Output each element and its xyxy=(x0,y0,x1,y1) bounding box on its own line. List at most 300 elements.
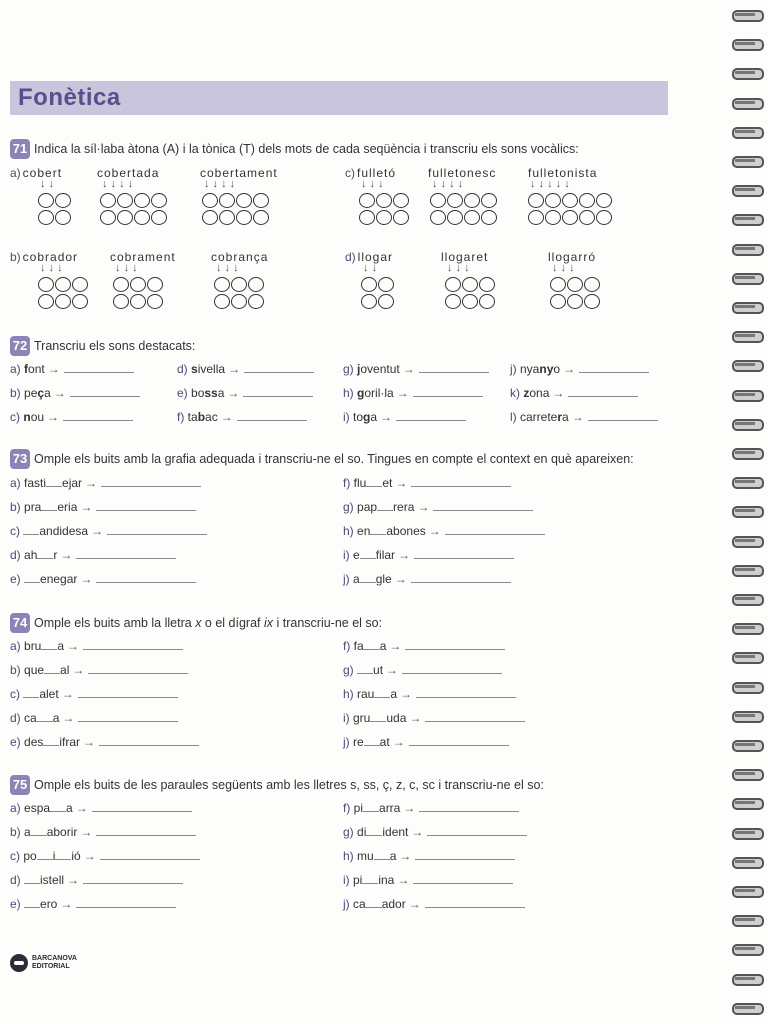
answer-circle[interactable] xyxy=(376,210,392,225)
answer-circle[interactable] xyxy=(376,193,392,208)
arrow-icon: → xyxy=(389,639,402,653)
blank-field[interactable] xyxy=(24,581,40,583)
answer-line[interactable] xyxy=(92,810,192,812)
arrow-icon: → xyxy=(411,825,424,839)
answer-circle[interactable] xyxy=(378,277,394,292)
syllable-arrows: ↓ ↓ ↓ xyxy=(115,262,138,274)
answer-circle[interactable] xyxy=(545,193,561,208)
blank-field[interactable] xyxy=(362,882,378,884)
item-label: j) xyxy=(343,735,353,749)
publisher-logo xyxy=(10,954,77,972)
word-part: fa xyxy=(353,639,364,653)
word-part: ca xyxy=(353,897,366,911)
arrow-icon: → xyxy=(408,897,421,911)
arrow-icon: → xyxy=(80,500,93,514)
item-label: g) xyxy=(343,362,358,376)
item-label: f) xyxy=(343,639,354,653)
syllable-circles xyxy=(359,193,410,227)
word-part: gru xyxy=(353,711,371,725)
item-label: j) xyxy=(343,897,353,911)
transcription-item xyxy=(510,362,649,376)
spiral-coil xyxy=(732,96,762,110)
arrow-icon: → xyxy=(402,362,415,376)
arrow-icon: → xyxy=(220,410,233,424)
word-part: aborir xyxy=(46,825,78,839)
blank-field[interactable] xyxy=(370,533,386,535)
answer-circle[interactable] xyxy=(393,210,409,225)
answer-circle[interactable] xyxy=(248,277,264,292)
arrow-icon: → xyxy=(67,873,80,887)
blank-field[interactable] xyxy=(360,557,376,559)
answer-circle[interactable] xyxy=(55,193,71,208)
answer-line[interactable] xyxy=(416,696,516,698)
answer-circle[interactable] xyxy=(219,193,235,208)
answer-circle[interactable] xyxy=(202,210,218,225)
word-part: di xyxy=(357,825,367,839)
answer-line[interactable] xyxy=(396,419,466,421)
exercise-number: 74 xyxy=(10,613,30,633)
answer-circle[interactable] xyxy=(447,193,463,208)
exercise-74-instruction xyxy=(10,613,382,633)
answer-circle[interactable] xyxy=(38,294,54,309)
word-prefix: pe xyxy=(24,386,38,400)
answer-circle[interactable] xyxy=(214,294,230,309)
arrow-icon: → xyxy=(428,524,441,538)
answer-line[interactable] xyxy=(445,533,545,535)
answer-line[interactable] xyxy=(427,834,527,836)
item-label: c) xyxy=(10,687,24,701)
answer-circle[interactable] xyxy=(134,210,150,225)
blank-field[interactable] xyxy=(360,581,376,583)
item-label: j) xyxy=(343,572,353,586)
answer-line[interactable] xyxy=(107,533,207,535)
item-label: i) xyxy=(343,711,353,725)
answer-line[interactable] xyxy=(88,672,188,674)
blank-field[interactable] xyxy=(55,858,71,860)
answer-circle[interactable] xyxy=(72,277,88,292)
word-prefix: carrete xyxy=(520,410,558,424)
arrow-icon: → xyxy=(403,801,416,815)
spiral-coil xyxy=(732,621,762,635)
arrow-icon: → xyxy=(62,711,75,725)
word-part: flu xyxy=(353,476,367,490)
blank-field[interactable] xyxy=(377,509,393,511)
highlighted-sound: b xyxy=(197,410,206,424)
answer-circle[interactable] xyxy=(214,277,230,292)
answer-circle[interactable] xyxy=(579,210,595,225)
blank-field[interactable] xyxy=(41,648,57,650)
answer-circle[interactable] xyxy=(236,193,252,208)
blank-field[interactable] xyxy=(41,509,57,511)
answer-circle[interactable] xyxy=(147,294,163,309)
word-prefix: to xyxy=(353,410,364,424)
answer-circle[interactable] xyxy=(117,210,133,225)
fill-item xyxy=(343,687,516,701)
item-label: j) xyxy=(510,362,520,376)
exercise-number: 75 xyxy=(10,775,30,795)
answer-circle[interactable] xyxy=(231,277,247,292)
answer-line[interactable] xyxy=(425,906,525,908)
answer-circle[interactable] xyxy=(445,294,461,309)
answer-circle[interactable] xyxy=(550,277,566,292)
arrow-icon: → xyxy=(227,386,240,400)
blank-field[interactable] xyxy=(37,557,53,559)
answer-circle[interactable] xyxy=(359,193,375,208)
arrow-icon: → xyxy=(563,362,576,376)
answer-line[interactable] xyxy=(78,720,178,722)
answer-line[interactable] xyxy=(76,557,176,559)
arrow-icon: → xyxy=(67,639,80,653)
answer-line[interactable] xyxy=(419,371,489,373)
answer-circle[interactable] xyxy=(481,193,497,208)
answer-line[interactable] xyxy=(419,810,519,812)
fill-item xyxy=(343,711,525,725)
answer-circle[interactable] xyxy=(55,294,71,309)
item-label: d) xyxy=(10,711,25,725)
item-label: b) xyxy=(10,250,21,264)
answer-circle[interactable] xyxy=(579,193,595,208)
answer-circle[interactable] xyxy=(134,193,150,208)
blank-field[interactable] xyxy=(24,906,40,908)
word-part: andidesa xyxy=(39,524,89,538)
transcription-item xyxy=(10,386,140,400)
answer-circle[interactable] xyxy=(100,193,116,208)
word-part: abones xyxy=(386,524,426,538)
word-text: fulletonesc xyxy=(428,166,497,180)
answer-circle[interactable] xyxy=(236,210,252,225)
answer-line[interactable] xyxy=(76,906,176,908)
spiral-coil xyxy=(732,183,762,197)
answer-circle[interactable] xyxy=(147,277,163,292)
exercise-number: 72 xyxy=(10,336,30,356)
answer-circle[interactable] xyxy=(151,210,167,225)
item-label: a) xyxy=(10,801,25,815)
answer-circle[interactable] xyxy=(378,294,394,309)
answer-line[interactable] xyxy=(425,720,525,722)
fill-item xyxy=(10,897,176,911)
exercise-72-instruction xyxy=(10,336,195,356)
word-part: et xyxy=(382,476,393,490)
syllable-word xyxy=(10,166,62,180)
transcription-item xyxy=(510,410,658,424)
arrow-icon: → xyxy=(399,849,412,863)
arrow-icon: → xyxy=(409,711,422,725)
answer-line[interactable] xyxy=(96,581,196,583)
answer-circle[interactable] xyxy=(462,294,478,309)
answer-line[interactable] xyxy=(244,371,314,373)
syllable-arrows: ↓ ↓ xyxy=(40,178,55,190)
blank-field[interactable] xyxy=(31,834,47,836)
spiral-coil xyxy=(732,212,762,226)
answer-line[interactable] xyxy=(405,648,505,650)
answer-circle[interactable] xyxy=(479,277,495,292)
blank-field[interactable] xyxy=(43,744,59,746)
answer-circle[interactable] xyxy=(361,294,377,309)
item-label: h) xyxy=(343,524,358,538)
answer-circle[interactable] xyxy=(113,294,129,309)
answer-line[interactable] xyxy=(96,509,196,511)
answer-circle[interactable] xyxy=(38,210,54,225)
word-suffix: ac xyxy=(205,410,218,424)
answer-circle[interactable] xyxy=(462,277,478,292)
answer-line[interactable] xyxy=(100,858,200,860)
fill-item xyxy=(343,849,515,863)
spiral-coil xyxy=(732,154,762,168)
word-part: espa xyxy=(24,801,51,815)
item-label: g) xyxy=(343,500,358,514)
word-part: a xyxy=(66,801,73,815)
blank-field[interactable] xyxy=(37,720,53,722)
word-part: i xyxy=(52,849,56,863)
arrow-icon: → xyxy=(398,548,411,562)
answer-circle[interactable] xyxy=(584,294,600,309)
blank-field[interactable] xyxy=(50,810,66,812)
word-part: ina xyxy=(378,873,395,887)
spiral-coil xyxy=(732,37,762,51)
blank-field[interactable] xyxy=(23,696,39,698)
blank-field[interactable] xyxy=(364,648,380,650)
syllable-circles xyxy=(528,193,613,227)
answer-circle[interactable] xyxy=(130,294,146,309)
spiral-coil xyxy=(732,475,762,489)
answer-line[interactable] xyxy=(99,744,199,746)
answer-circle[interactable] xyxy=(117,193,133,208)
item-label: g) xyxy=(343,825,358,839)
word-text: cobrament xyxy=(110,250,176,264)
answer-line[interactable] xyxy=(409,744,509,746)
answer-circle[interactable] xyxy=(464,210,480,225)
instruction-text: Transcriu els sons destacats: xyxy=(34,339,196,353)
word-part: at xyxy=(379,735,390,749)
item-label: e) xyxy=(10,572,25,586)
spiral-coil xyxy=(732,534,762,548)
blank-field[interactable] xyxy=(374,696,390,698)
word-part: al xyxy=(60,663,70,677)
word-part: bru xyxy=(24,639,42,653)
fill-item xyxy=(343,572,511,586)
answer-line[interactable] xyxy=(411,581,511,583)
answer-circle[interactable] xyxy=(253,210,269,225)
answer-line[interactable] xyxy=(415,858,515,860)
spiral-coil xyxy=(732,504,762,518)
arrow-icon: → xyxy=(83,735,96,749)
blank-field[interactable] xyxy=(24,882,40,884)
word-part: fasti xyxy=(24,476,47,490)
answer-circle[interactable] xyxy=(430,210,446,225)
arrow-icon: → xyxy=(47,410,60,424)
spiral-binding xyxy=(726,0,768,1024)
word-text: cobertament xyxy=(200,166,278,180)
highlighted-sound: j xyxy=(357,362,361,376)
word-part: alet xyxy=(39,687,59,701)
answer-line[interactable] xyxy=(83,882,183,884)
spiral-coil xyxy=(732,650,762,664)
word-suffix: ona xyxy=(529,386,550,400)
answer-circle[interactable] xyxy=(113,277,129,292)
answer-circle[interactable] xyxy=(481,210,497,225)
highlighted-sound: r xyxy=(557,410,563,424)
item-label: c) xyxy=(10,849,24,863)
word-part: a xyxy=(353,572,360,586)
answer-line[interactable] xyxy=(413,882,513,884)
answer-circle[interactable] xyxy=(55,277,71,292)
answer-line[interactable] xyxy=(588,419,658,421)
fill-item xyxy=(10,476,201,490)
answer-circle[interactable] xyxy=(447,210,463,225)
blank-field[interactable] xyxy=(46,485,62,487)
blank-field[interactable] xyxy=(44,672,60,674)
blank-field[interactable] xyxy=(357,672,373,674)
answer-line[interactable] xyxy=(96,834,196,836)
highlighted-sound: f xyxy=(24,362,29,376)
answer-line[interactable] xyxy=(568,395,638,397)
item-label: i) xyxy=(343,548,353,562)
answer-line[interactable] xyxy=(413,395,483,397)
highlighted-sound: z xyxy=(523,386,530,400)
answer-line[interactable] xyxy=(243,395,313,397)
answer-line[interactable] xyxy=(579,371,649,373)
word-part: po xyxy=(23,849,37,863)
item-label: g) xyxy=(343,663,358,677)
item-label: e) xyxy=(10,735,25,749)
arrow-icon: → xyxy=(552,386,565,400)
answer-circle[interactable] xyxy=(248,294,264,309)
answer-circle[interactable] xyxy=(38,277,54,292)
answer-circle[interactable] xyxy=(130,277,146,292)
syllable-arrows: ↓ ↓ ↓ xyxy=(361,178,384,190)
answer-circle[interactable] xyxy=(219,210,235,225)
blank-field[interactable] xyxy=(363,810,379,812)
arrow-icon: → xyxy=(380,410,393,424)
word-suffix: oventut xyxy=(360,362,400,376)
blank-field[interactable] xyxy=(370,720,386,722)
arrow-icon: → xyxy=(417,500,430,514)
arrow-icon: → xyxy=(80,825,93,839)
answer-circle[interactable] xyxy=(100,210,116,225)
answer-circle[interactable] xyxy=(445,277,461,292)
item-label: i) xyxy=(343,410,353,424)
answer-circle[interactable] xyxy=(464,193,480,208)
spiral-coil xyxy=(732,680,762,694)
word-part: r xyxy=(53,548,58,562)
answer-circle[interactable] xyxy=(151,193,167,208)
transcription-item xyxy=(177,410,307,424)
answer-line[interactable] xyxy=(63,419,133,421)
answer-circle[interactable] xyxy=(528,193,544,208)
instruction-text: Omple els buits amb la grafia adequada i transcriu-ne el so. Tingues en compte el context en què apareixen: xyxy=(34,452,634,466)
fill-item xyxy=(343,873,513,887)
answer-circle[interactable] xyxy=(55,210,71,225)
answer-line[interactable] xyxy=(411,485,511,487)
word-part: istell xyxy=(40,873,65,887)
fill-item xyxy=(10,825,196,839)
spiral-coil xyxy=(732,242,762,256)
arrow-icon: → xyxy=(60,897,73,911)
fill-item xyxy=(10,873,183,887)
answer-circle[interactable] xyxy=(550,294,566,309)
answer-line[interactable] xyxy=(78,696,178,698)
syllable-arrows: ↓ ↓ ↓ ↓ xyxy=(204,178,236,190)
answer-circle[interactable] xyxy=(72,294,88,309)
spiral-coil xyxy=(732,388,762,402)
blank-field[interactable] xyxy=(37,858,53,860)
answer-line[interactable] xyxy=(101,485,201,487)
blank-field[interactable] xyxy=(364,744,380,746)
word-part: pap xyxy=(357,500,378,514)
highlighted-sound: ç xyxy=(37,386,45,400)
spiral-coil xyxy=(732,709,762,723)
answer-line[interactable] xyxy=(70,395,140,397)
syllable-circles xyxy=(430,193,498,227)
answer-circle[interactable] xyxy=(202,193,218,208)
syllable-arrows: ↓ ↓ ↓ xyxy=(40,262,63,274)
answer-line[interactable] xyxy=(237,419,307,421)
answer-circle[interactable] xyxy=(528,210,544,225)
answer-circle[interactable] xyxy=(562,210,578,225)
answer-circle[interactable] xyxy=(479,294,495,309)
fill-item xyxy=(10,548,176,562)
word-part: e xyxy=(353,548,360,562)
answer-circle[interactable] xyxy=(38,193,54,208)
answer-circle[interactable] xyxy=(562,193,578,208)
word-part: ero xyxy=(40,897,58,911)
answer-circle[interactable] xyxy=(584,277,600,292)
blank-field[interactable] xyxy=(374,858,390,860)
arrow-icon: → xyxy=(400,687,413,701)
answer-circle[interactable] xyxy=(361,277,377,292)
answer-circle[interactable] xyxy=(567,294,583,309)
answer-circle[interactable] xyxy=(430,193,446,208)
section-banner xyxy=(10,81,668,115)
word-part: pi xyxy=(353,801,364,815)
item-label: k) xyxy=(510,386,524,400)
answer-circle[interactable] xyxy=(567,277,583,292)
fill-item xyxy=(10,801,192,815)
item-label: h) xyxy=(343,386,358,400)
word-part: ador xyxy=(381,897,406,911)
word-suffix: a xyxy=(562,410,569,424)
word-suffix: o xyxy=(553,362,561,376)
word-suffix: oril·la xyxy=(364,386,394,400)
answer-circle[interactable] xyxy=(596,210,612,225)
answer-line[interactable] xyxy=(402,672,502,674)
word-part: enegar xyxy=(40,572,78,586)
answer-circle[interactable] xyxy=(545,210,561,225)
item-label: b) xyxy=(10,663,25,677)
spiral-coil xyxy=(732,592,762,606)
section-title: Fonètica xyxy=(18,84,121,111)
answer-circle[interactable] xyxy=(393,193,409,208)
answer-circle[interactable] xyxy=(359,210,375,225)
word-suffix: ont xyxy=(28,362,45,376)
blank-field[interactable] xyxy=(366,485,382,487)
answer-line[interactable] xyxy=(83,648,183,650)
blank-field[interactable] xyxy=(23,533,39,535)
arrow-icon: → xyxy=(228,362,241,376)
highlighted-sound: ss xyxy=(204,386,218,400)
blank-field[interactable] xyxy=(366,834,382,836)
answer-line[interactable] xyxy=(433,509,533,511)
answer-line[interactable] xyxy=(414,557,514,559)
answer-circle[interactable] xyxy=(253,193,269,208)
arrow-icon: → xyxy=(72,663,85,677)
exercise-73-instruction xyxy=(10,449,634,469)
blank-field[interactable] xyxy=(366,906,382,908)
word-part: ejar xyxy=(62,476,83,490)
answer-line[interactable] xyxy=(64,371,134,373)
answer-circle[interactable] xyxy=(231,294,247,309)
answer-circle[interactable] xyxy=(596,193,612,208)
